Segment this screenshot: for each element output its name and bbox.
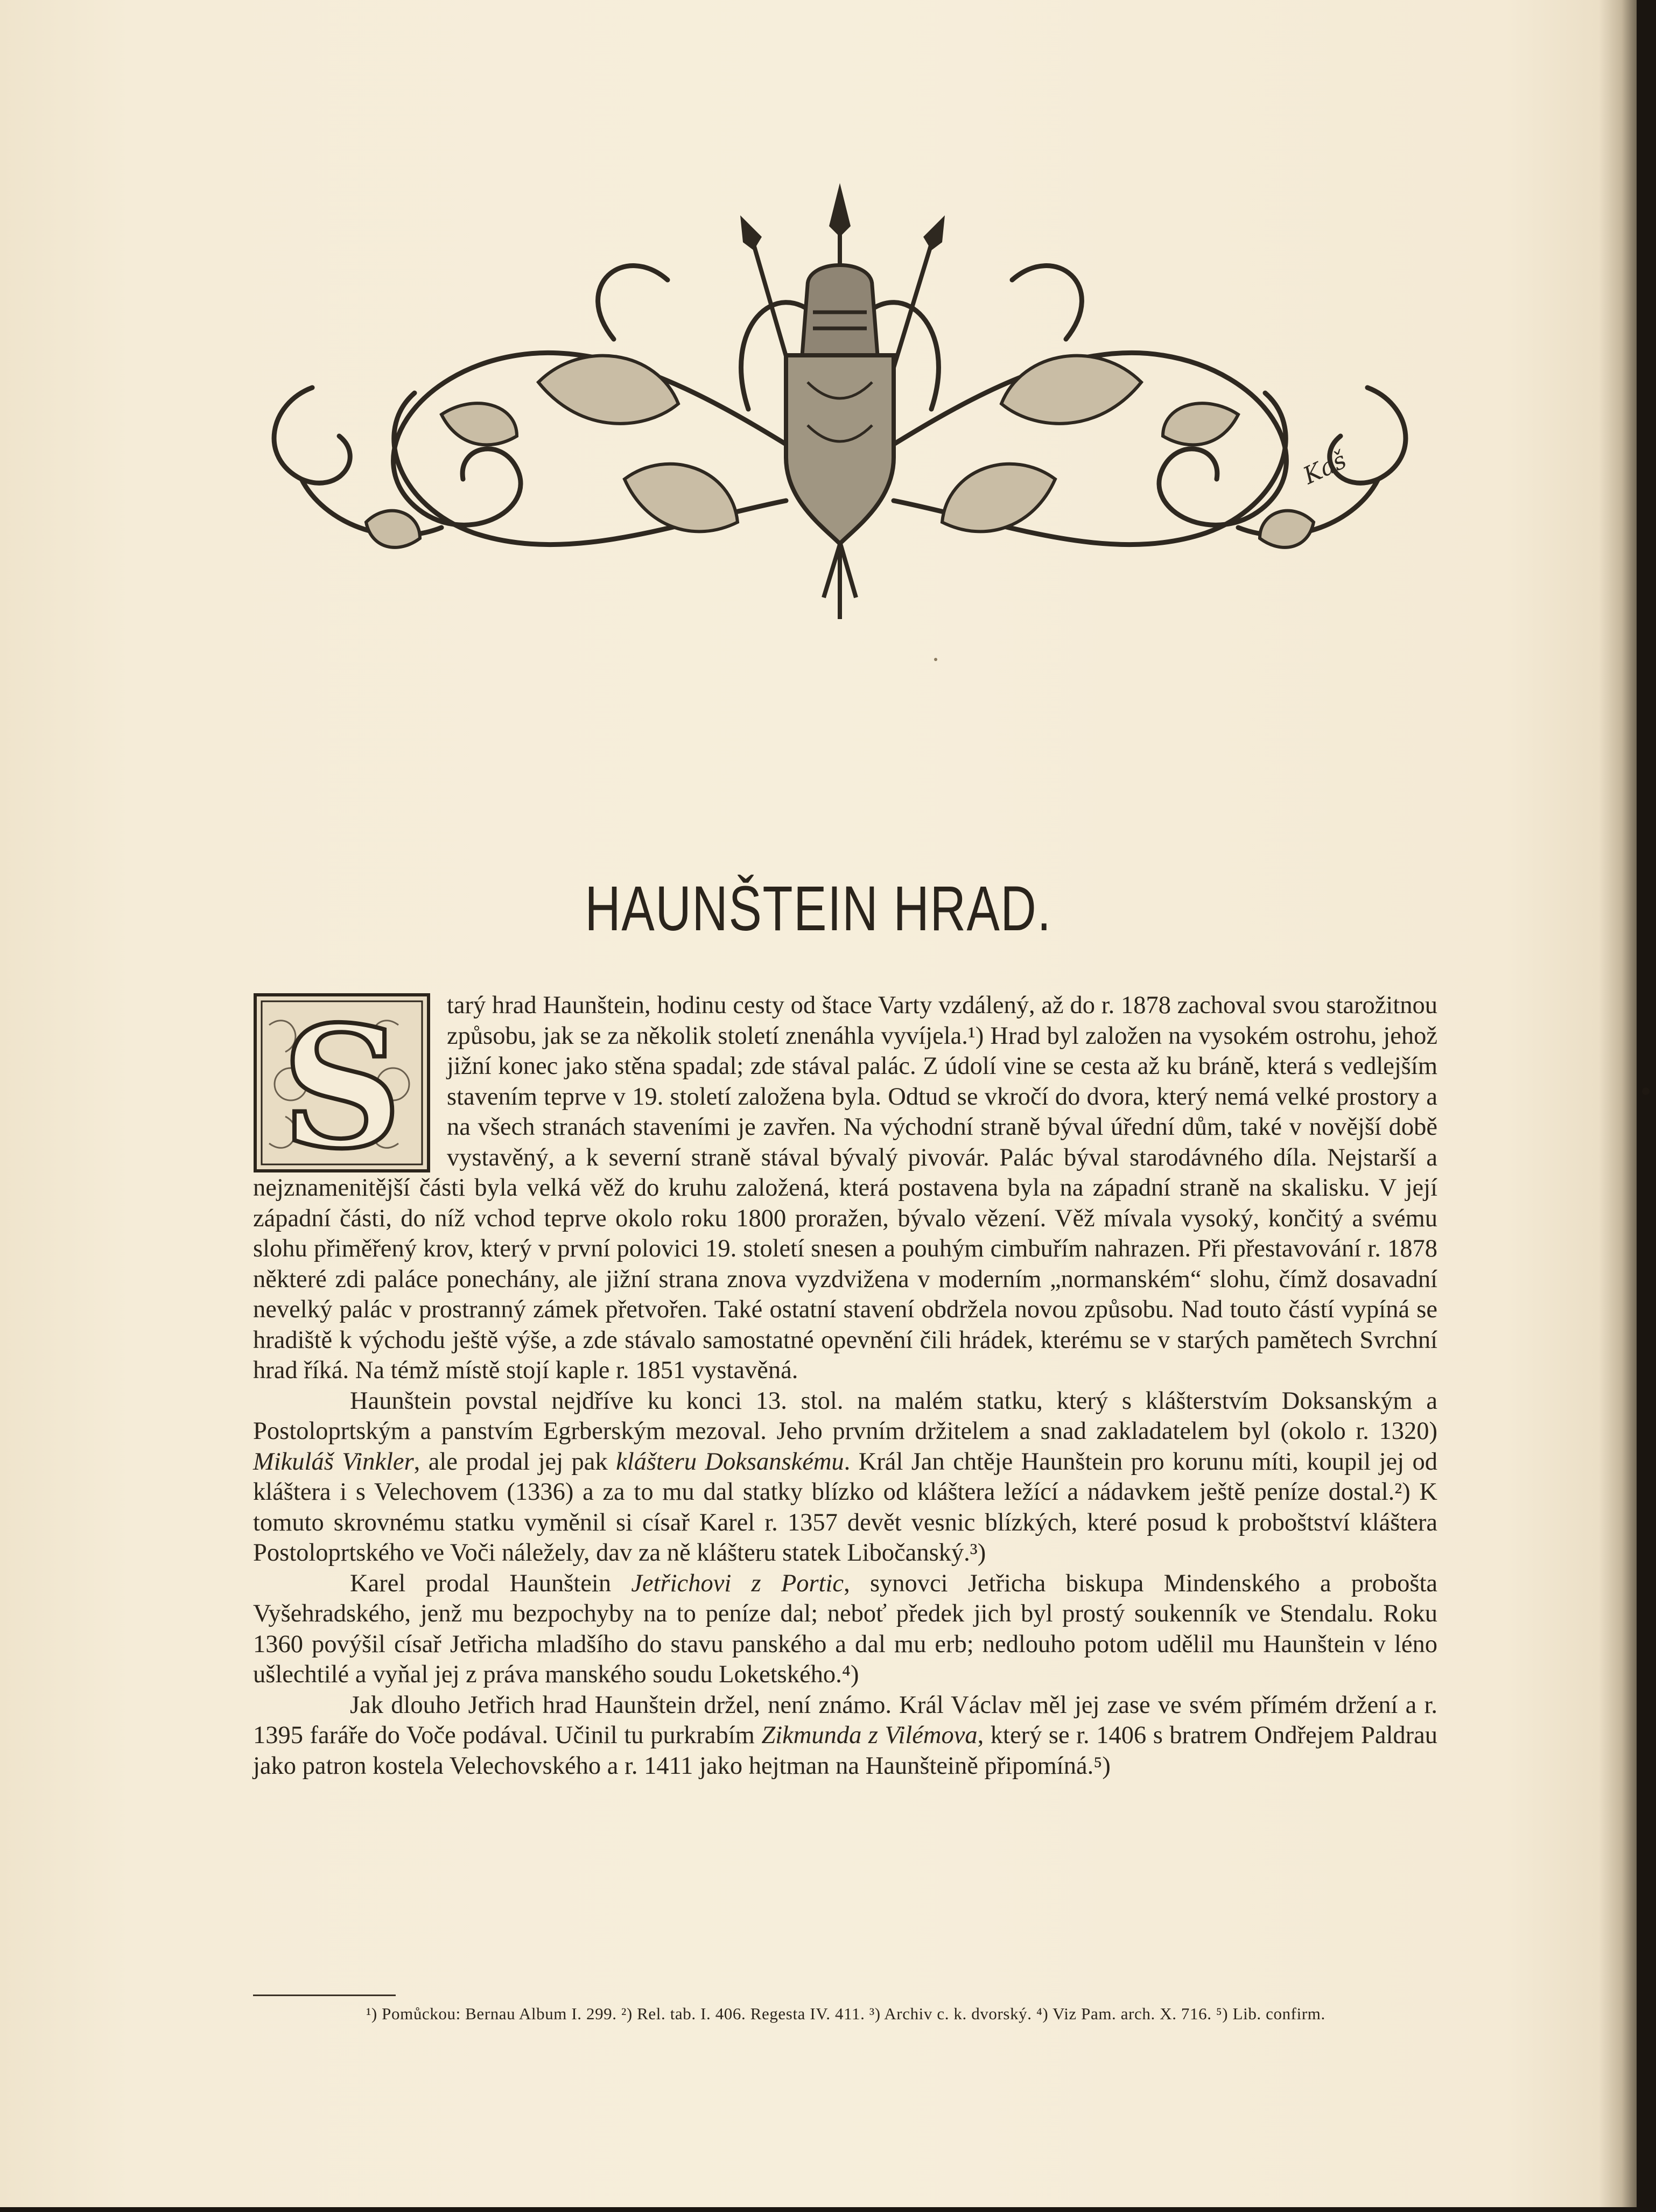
footnote-rule (253, 1995, 396, 1996)
paragraph-1: tarý hrad Haunštein, hodinu cesty od štace Varty vzdálený, až do r. 1878 zachoval svou starožitnou způsobu, jak se za několik století znenáhla vyvíjela.¹) Hrad byl založen na vysokém ostrohu, jehož jižní konec jako stěna spadal; zde stával palác. Z údolí vine se cesta až ku bráně, která s vedlejším stavením teprve v 19. století založena byla. Odtud se vkročí do dvora, který nemá velké prostory a na všech stranách staveními je zavřen. Na východní straně býval úřední dům, také v novější době vystavěný, a k severní straně stával bývalý pivovár. Palác býval starodávného díla. Nejstarší a nejznamenitější části byla velká věž do kruhu založená, která postavena byla na západní straně na skalisku. V její západní části, do níž vchod teprve okolo roku 1800 proražen, bývalo vězení. Věž mívala vysoký, končitý a svému slohu přiměřený krov, který v první polovici 19. století snesen a pouhým cimbuřím nahrazen. Při přestavování r. 1878 některé zdi paláce ponechány, ale jižní strana znova vyzdvižena v moderním „normanském“ slohu, čímž dosavadní nevelký palác v prostranný zámek přetvořen. Také ostatní stavení obdržela novou způsobu. Nad touto částí vypíná se hradiště k východu ještě výše, a zde stávalo samostatné opevnění čili hrádek, kterému se v starých pamětech Svrchní hrad říká. Na témž místě stojí kaple r. 1851 vystavěná. (253, 992, 1437, 1384)
dropcap-letter: S (282, 993, 402, 1173)
shield-icon (786, 355, 894, 544)
page-speck (934, 658, 937, 661)
page-title: HAUNŠTEIN HRAD. (585, 873, 1052, 944)
footnotes: ¹) Pomůckou: Bernau Album I. 299. ²) Rel. tab. I. 406. Regesta IV. 411. ³) Archiv c. k. dvorský. ⁴) Viz Pam. arch. X. 716. ⁵) Lib. confirm. (366, 2004, 1325, 2023)
edge-mark (1642, 1087, 1650, 1095)
binding-edge (1599, 0, 1637, 2207)
artist-signature: Kaš (1299, 446, 1351, 490)
ornamental-initial-icon (253, 993, 431, 1173)
heraldic-helmet-ornament-icon (237, 178, 1443, 641)
paragraph-2: Haunštein povstal nejdříve ku konci 13. stol. na malém statku, který s klášterstvím Doksanským a Postoloprtským a panstvím Egrberským mezoval. Jeho prvním držitelem a snad zakladatelem byl (okolo r. 1320) Mikuláš Vinkler, ale prodal jej pak klášteru Doksanskému. Král Jan chtěje Haunštein pro korunu míti, koupil jej od kláštera i s Velechovem (1336) a za to mu dal statky blízko od kláštera ležící a nádavkem ještě peníze dostal.²) K tomuto skrovnému statku vyměnil si císař Karel r. 1357 devět vesnic blízkých, které posud k proboštství kláštera Postoloprtského ve Voči náležely, dav za ně klášteru statek Libočanský.³) (253, 1387, 1437, 1567)
main-text (253, 991, 1437, 1781)
paragraph-4: Jak dlouho Jetřich hrad Haunštein držel, není známo. Král Václav měl jej zase ve svém přímém držení a r. 1395 faráře do Voče podával. Učinil tu purkrabím Zikmunda z Vilémova, který se r. 1406 s bratrem Ondřejem Paldrau jako patron kostela Velechovského a r. 1411 jako hejtman na Haunšteině připomíná.⁵) (253, 1691, 1438, 1780)
paragraph-3: Karel prodal Haunštein Jetřichovi z Portic, synovci Jetřicha biskupa Mindenského a probošta Vyšehradského, jenž mu bezpochyby na to peníze dal; neboť předek jich byl prostý soukenník ve Stendalu. Roku 1360 povýšil císař Jetřicha mladšího do stavu panského a dal mu erb; nedlouho potom udělil mu Haunštein v léno ušlechtilé a vyňal jej z práva manského soudu Loketského.⁴) (253, 1569, 1437, 1688)
